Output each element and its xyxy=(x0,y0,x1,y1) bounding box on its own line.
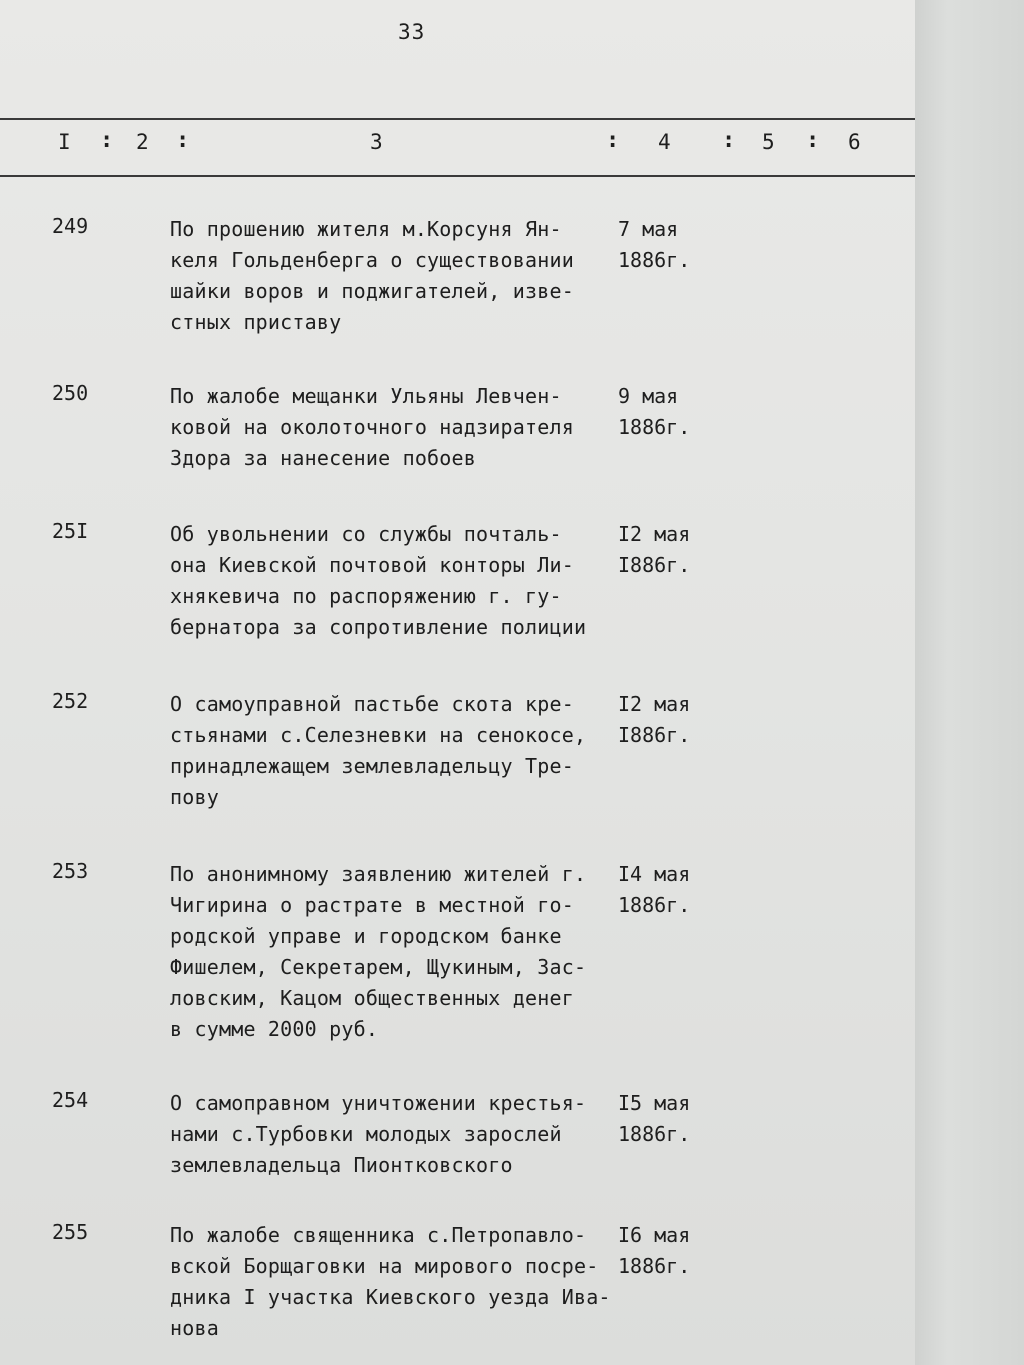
header-top-rule xyxy=(0,118,915,120)
background-page-edge xyxy=(915,0,1024,1365)
entry-date: I2 мая I886г. xyxy=(618,522,691,577)
column-separator: : xyxy=(722,128,736,153)
entry-number: 253 xyxy=(52,859,89,883)
entry-number: 25I xyxy=(52,519,89,543)
entry-date: I4 мая 1886г. xyxy=(618,862,691,917)
column-header-2: 2 xyxy=(136,130,149,154)
column-separator: : xyxy=(100,128,114,153)
column-separator: : xyxy=(606,128,620,153)
column-header-5: 5 xyxy=(762,130,775,154)
entry-description: О самоуправной пастьбе скота кре- стьянами с.Селезневки на сенокосе, принадлежащем землевладельцу Тре- пову xyxy=(170,692,587,809)
entry-number: 254 xyxy=(52,1088,89,1112)
entry-number: 252 xyxy=(52,689,89,713)
entry-date: 9 мая 1886г. xyxy=(618,384,691,439)
entry-description: По прошению жителя м.Корсуня Ян- келя Гольденберга о существовании шайки воров и поджигателей, изве- стных приставу xyxy=(170,217,574,334)
entry-description: По анонимному заявлению жителей г. Чигирина о растрате в местной го- родской управе и городском банке Фишелем, Секретарем, Щукиным, Зас- ловским, Кацом общественных денег в сумме 2000 руб. xyxy=(170,862,587,1041)
column-header-4: 4 xyxy=(658,130,671,154)
entry-description: По жалобе священника с.Петропавло- вской Борщаговки на мирового посре- дника I участка Киевского уезда Ива- нова xyxy=(170,1223,611,1340)
entry-number: 255 xyxy=(52,1220,89,1244)
column-separator: : xyxy=(806,128,820,153)
entry-date: I2 мая I886г. xyxy=(618,692,691,747)
column-header-6: 6 xyxy=(848,130,861,154)
entry-description: Об увольнении со службы почталь- она Киевской почтовой конторы Ли- хнякевича по распоряжению г. гу- бернатора за сопротивление полиции xyxy=(170,522,587,639)
entry-date: I6 мая 1886г. xyxy=(618,1223,691,1278)
entry-description: О самоправном уничтожении крестья- нами с.Турбовки молодых зарослей землевладельца Пионтковского xyxy=(170,1091,587,1177)
column-header-1: I xyxy=(58,130,71,154)
entry-date: 7 мая 1886г. xyxy=(618,217,691,272)
header-bottom-rule xyxy=(0,175,915,177)
page-number: 33 xyxy=(398,20,426,44)
column-header-3: 3 xyxy=(370,130,383,154)
entry-number: 250 xyxy=(52,381,89,405)
entry-date: I5 мая 1886г. xyxy=(618,1091,691,1146)
entry-description: По жалобе мещанки Ульяны Левчен- ковой на околоточного надзирателя Здора за нанесение побоев xyxy=(170,384,574,470)
column-separator: : xyxy=(176,128,190,153)
entry-number: 249 xyxy=(52,214,89,238)
